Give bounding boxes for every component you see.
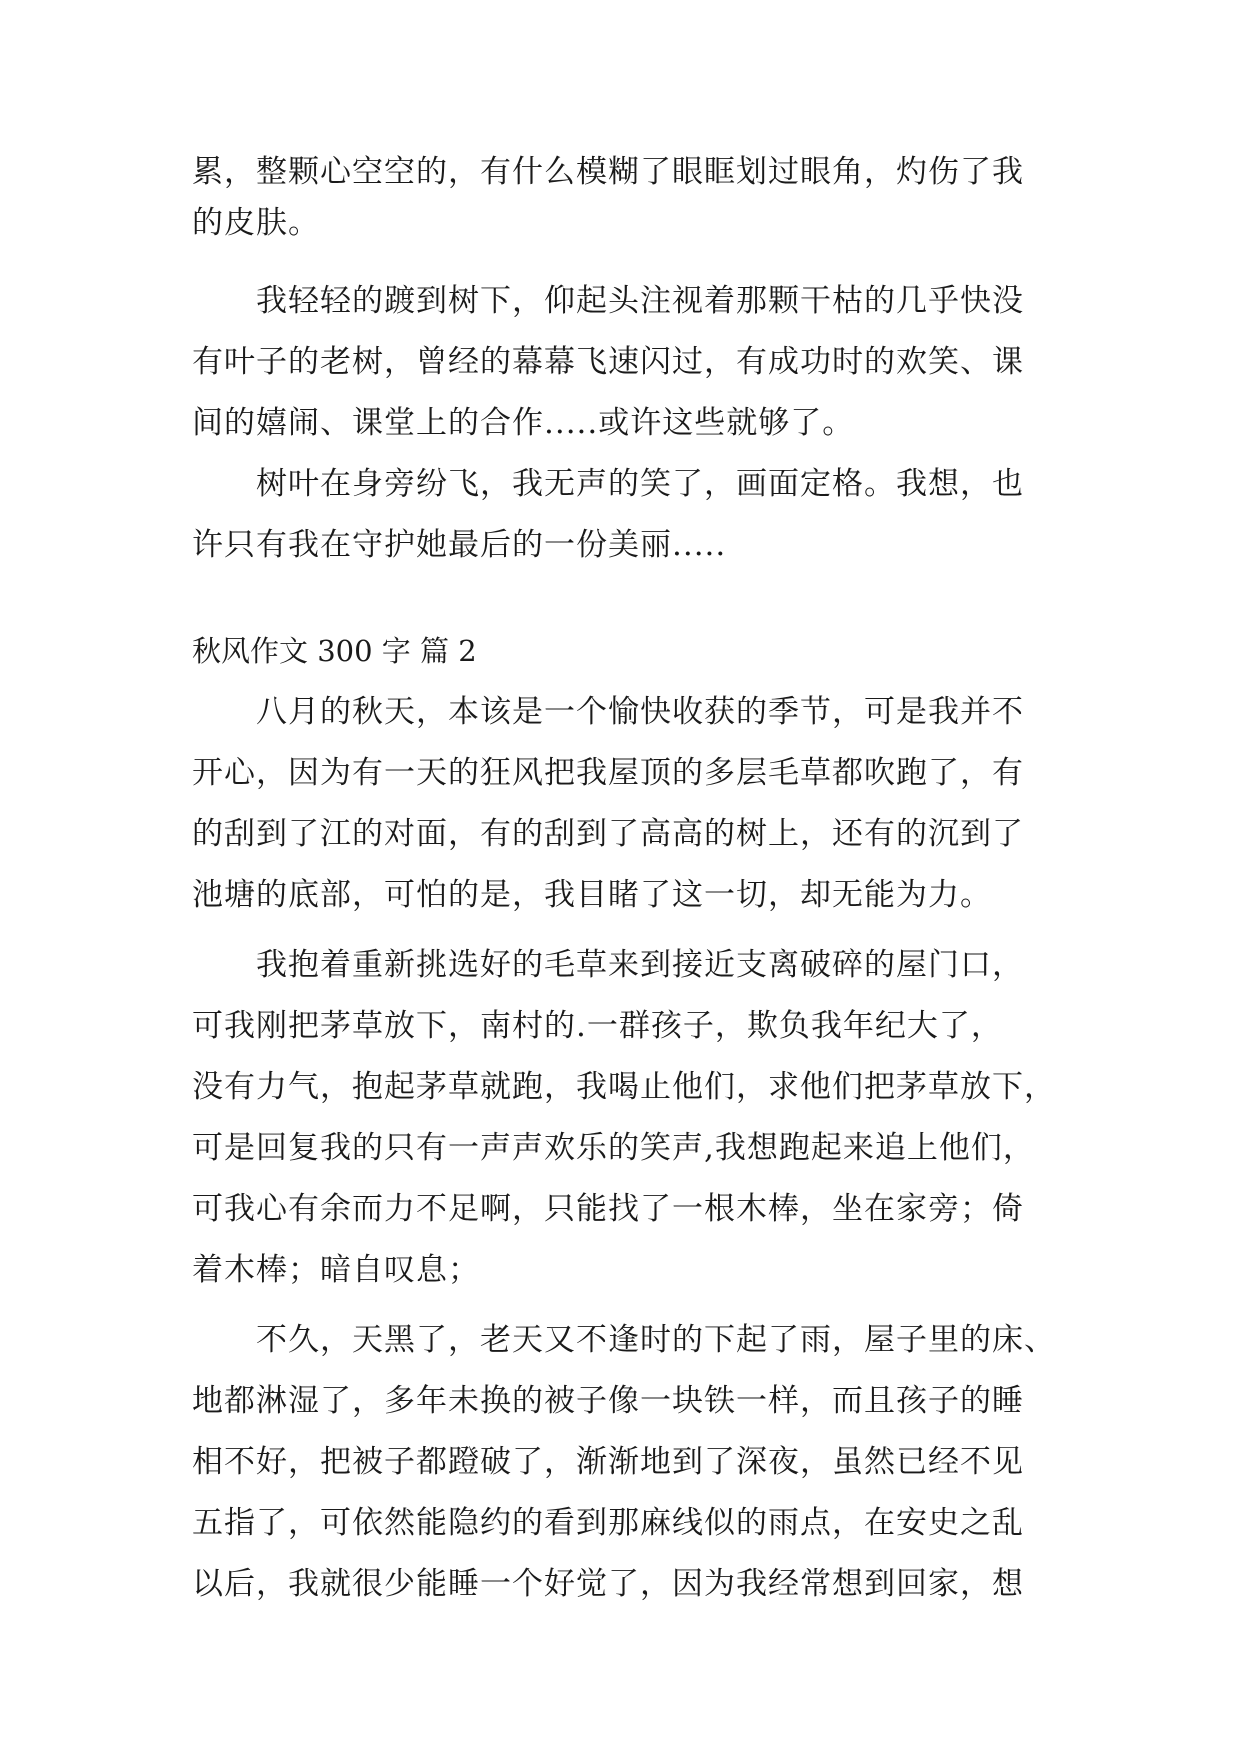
text-line: 的刮到了江的对面，有的刮到了高高的树上，还有的沉到了 [192,816,1024,852]
text-line: 可是回复我的只有一声声欢乐的笑声,我想跑起来追上他们， [192,1130,1035,1166]
text-line: 池塘的底部，可怕的是，我目睹了这一切，却无能为力。 [192,877,992,913]
text-line: 以后，我就很少能睡一个好觉了，因为我经常想到回家，想 [192,1566,1024,1602]
text-line: 间的嬉闹、课堂上的合作.....或许这些就够了。 [192,405,855,441]
text-line: 有叶子的老树，曾经的幕幕飞速闪过，有成功时的欢笑、课 [192,344,1024,380]
text-line: 着木棒；暗自叹息； [192,1252,480,1288]
text-line: 相不好，把被子都蹬破了，渐渐地到了深夜，虽然已经不见 [192,1444,1024,1480]
text-line: 八月的秋天，本该是一个愉快收获的季节，可是我并不 [192,694,1024,730]
text-line: 可我心有余而力不足啊，只能找了一根木棒，坐在家旁；倚 [192,1191,1024,1227]
text-line: 不久，天黑了，老天又不逢时的下起了雨，屋子里的床、 [192,1322,1056,1358]
text-line: 可我刚把茅草放下，南村的.一群孩子，欺负我年纪大了， [192,1008,1003,1044]
text-line: 的皮肤。 [192,205,320,241]
text-line: 五指了，可依然能隐约的看到那麻线似的雨点，在安史之乱 [192,1505,1024,1541]
text-line: 我抱着重新挑选好的毛草来到接近支离破碎的屋门口， [192,947,1024,983]
section-title: 秋风作文 300 字 篇 2 [192,634,477,668]
text-line: 树叶在身旁纷飞，我无声的笑了，画面定格。我想，也 [192,466,1024,502]
text-line: 我轻轻的踱到树下，仰起头注视着那颗干枯的几乎快没 [192,283,1024,319]
text-line: 开心，因为有一天的狂风把我屋顶的多层毛草都吹跑了，有 [192,755,1024,791]
text-line: 许只有我在守护她最后的一份美丽..... [192,527,727,563]
text-line: 累，整颗心空空的，有什么模糊了眼眶划过眼角，灼伤了我 [192,154,1024,190]
text-line: 地都淋湿了，多年未换的被子像一块铁一样，而且孩子的睡 [192,1383,1024,1419]
text-line: 没有力气，抱起茅草就跑，我喝止他们，求他们把茅草放下， [192,1069,1056,1105]
